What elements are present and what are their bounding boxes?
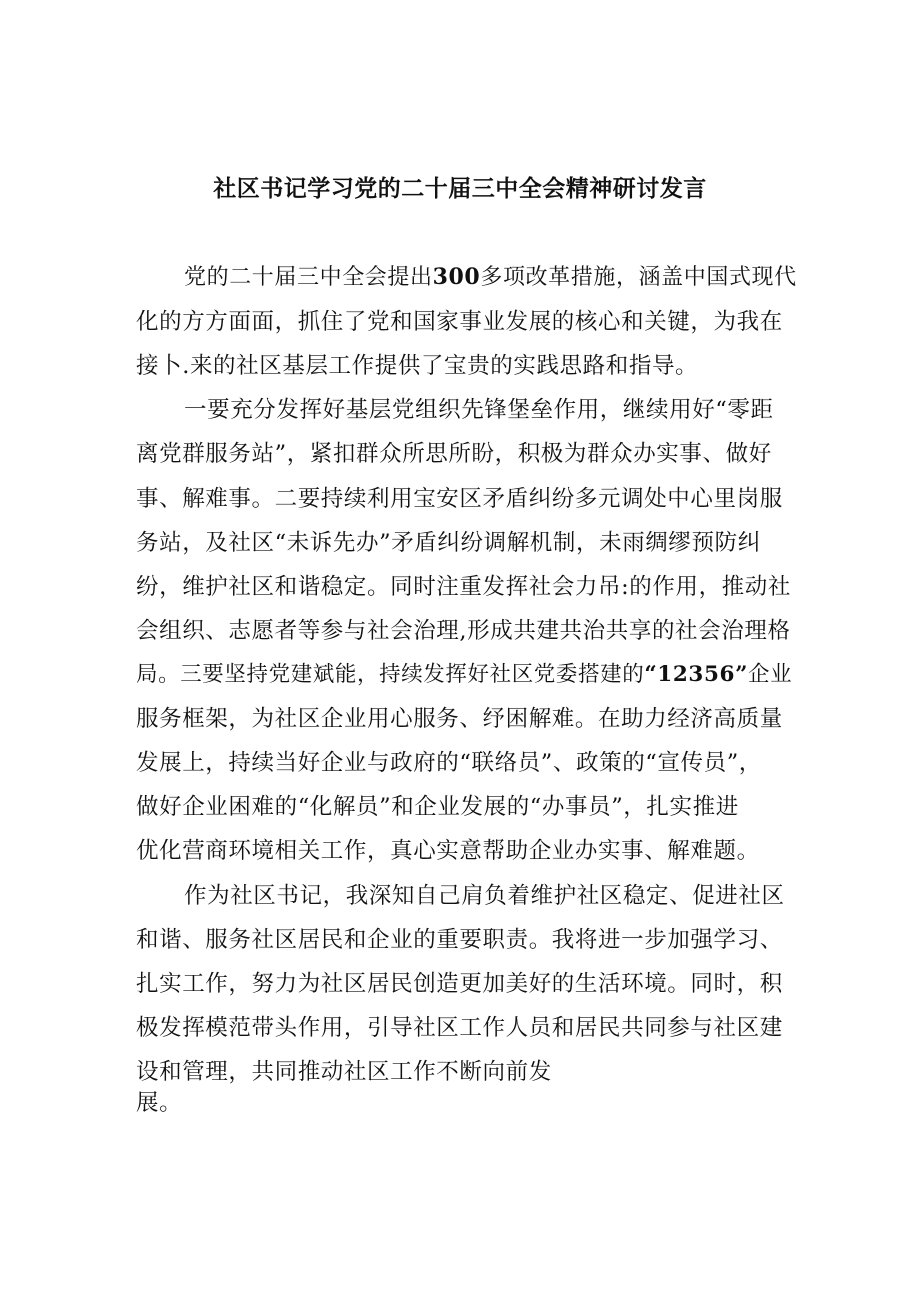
- body-line: [136, 660, 792, 690]
- body-line: 一要充分发挥好基层党组织先锋堡垒作用，继续用好“零距: [184, 397, 774, 423]
- body-line: 做好企业困难的“化解员”和企业发展的“办事员”，扎实推进: [136, 794, 739, 820]
- line-text: 企业: [748, 662, 793, 687]
- body-line: 化的方方面面，抓住了党和国家事业发展的核心和关键，为我在: [136, 309, 783, 335]
- body-line: 极发挥模范带头作用，引导社区工作人员和居民共同参与社区建: [136, 1015, 783, 1041]
- bold-number: 300: [432, 264, 481, 290]
- body-line: 会组织、志愿者等参与社会治理,形成共建共治共享的社会治理格: [136, 618, 791, 644]
- body-line: 发展上，持续当好企业与政府的“联络员”、政策的“宣传员”，: [136, 750, 762, 776]
- body-line: 设和管理，共同推动社区工作不断向前发: [136, 1059, 552, 1085]
- bold-number: “12356”: [644, 662, 749, 687]
- body-line: 展。: [136, 1090, 183, 1116]
- body-line: 接卜.来的社区基层工作提供了宝贵的实践思路和指导。: [136, 353, 699, 379]
- body-line: 扎实工作，努力为社区居民创造更加美好的生活环境。同时，积: [136, 971, 783, 997]
- body-line: 纷，维护社区和谐稳定。同时注重发挥社会力吊:的作用，推动社: [136, 574, 791, 600]
- line-text: 多项改革措施，涵盖中国式现代: [480, 265, 797, 290]
- line-text: 局。三要坚持党建斌能，持续发挥好社区党委搭建的: [136, 662, 645, 687]
- body-line: 优化营商环境相关工作，真心实意帮助企业办实事、解难题。: [136, 838, 760, 864]
- body-line: 离党群服务站”，紧扣群众所思所盼，积极为群众办实事、做好: [136, 441, 772, 467]
- body-line: 和谐、服务社区居民和企业的重要职责。我将进一步加强学习、: [136, 927, 783, 953]
- body-line: 务站，及社区“未诉先办”矛盾纠纷调解机制，未雨绸缪预防纠: [136, 530, 761, 556]
- body-line: 作为社区书记，我深知自己肩负着维护社区稳定、促进社区: [184, 883, 785, 909]
- line-text: 党的二十届三中全会提出: [184, 265, 433, 290]
- body-line: [184, 262, 797, 293]
- body-line: 服务框架，为社区企业用心服务、纾困解难。在助力经济高质量: [136, 706, 783, 732]
- document-title: 社区书记学习党的二十届三中全会精神研讨发言: [213, 175, 707, 202]
- body-line: 事、解难事。二要持续利用宝安区矛盾纠纷多元调处中心里岗服: [136, 486, 783, 512]
